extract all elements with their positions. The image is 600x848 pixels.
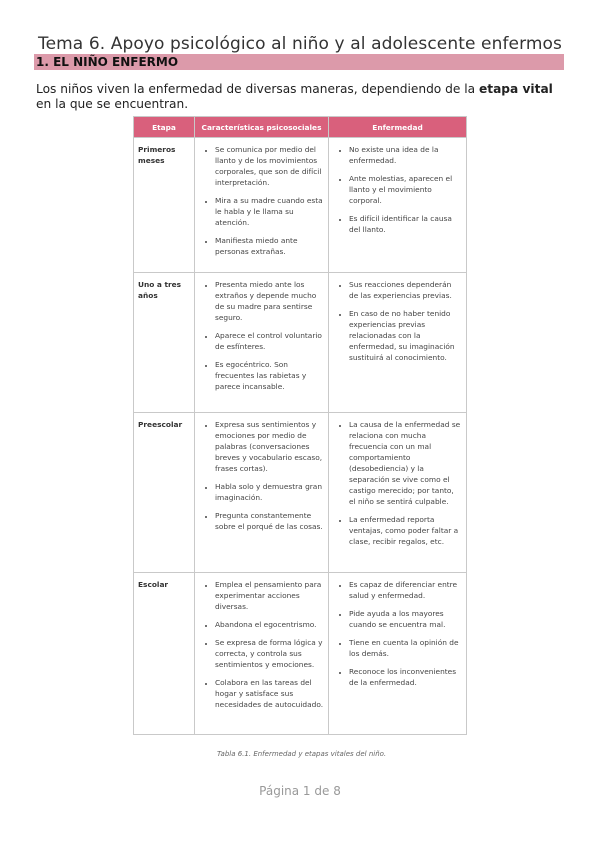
header-illness: Enfermedad — [329, 117, 467, 138]
psychosocial-cell — [195, 573, 329, 735]
list-item: • Es difícil identificar la causa del llanto. — [349, 213, 462, 235]
list-item: • Se expresa de forma lógica y correcta, y controla sus sentimientos y emociones. — [215, 637, 324, 670]
list-item: • Es egocéntrico. Son frecuentes las rabietas y parece incansable. — [215, 359, 324, 392]
header-psychosocial: Características psicosociales — [195, 117, 329, 138]
document-title: Tema 6. Apoyo psicológico al niño y al adolescente enfermos — [37, 34, 563, 54]
list-item: • Pide ayuda a los mayores cuando se encuentra mal. — [349, 608, 462, 630]
table-row — [134, 413, 467, 573]
intro-paragraph — [36, 82, 568, 112]
table-row — [134, 273, 467, 413]
table-caption: Tabla 6.1. Enfermedad y etapas vitales del niño. — [217, 750, 387, 758]
illness-cell — [329, 413, 467, 573]
list-item: • Expresa sus sentimientos y emociones por medio de palabras (conversaciones breves y vocabulario escaso, frases cortas). — [215, 419, 324, 474]
list-item: • Se comunica por medio del llanto y de los movimientos corporales, que son de difícil interpretación. — [215, 144, 324, 188]
illness-cell — [329, 138, 467, 273]
list-item: • Aparece el control voluntario de esfínteres. — [215, 330, 324, 352]
list-item: • Reconoce los inconvenientes de la enfermedad. — [349, 666, 462, 688]
list-item: • Ante molestias, aparecen el llanto y el movimiento corporal. — [349, 173, 462, 206]
intro-emphasis: etapa vital — [478, 82, 553, 96]
section-heading: 1. EL NIÑO ENFERMO — [36, 55, 179, 69]
page-number: Página 1 de 8 — [259, 784, 341, 798]
list-item: • Habla solo y demuestra gran imaginación. — [215, 481, 324, 503]
psychosocial-cell — [195, 273, 329, 413]
list-item: • La enfermedad reporta ventajas, como poder faltar a clase, recibir regalos, etc. — [349, 514, 462, 547]
life-stages-table — [133, 116, 467, 735]
list-item: • Presenta miedo ante los extraños y depende mucho de su madre para sentirse seguro. — [215, 279, 324, 323]
list-item: • Colabora en las tareas del hogar y satisface sus necesidades de autocuidado. — [215, 677, 324, 710]
stage-cell: Preescolar — [134, 413, 195, 573]
list-item: • Tiene en cuenta la opinión de los demás. — [349, 637, 462, 659]
table-row — [134, 573, 467, 735]
list-item: • Emplea el pensamiento para experimentar acciones diversas. — [215, 579, 324, 612]
psychosocial-cell — [195, 138, 329, 273]
psychosocial-cell — [195, 413, 329, 573]
list-item: • En caso de no haber tenido experiencias previas relacionadas con la enfermedad, su imaginación sustituirá al conocimiento. — [349, 308, 462, 363]
list-item: • Abandona el egocentrismo. — [215, 619, 324, 630]
list-item: • La causa de la enfermedad se relaciona con mucha frecuencia con un mal comportamiento (desobediencia) y la separación se vive como el castigo merecido; por tanto, el niño se sentirá culpable. — [349, 419, 462, 507]
stage-cell: Uno a tres años — [134, 273, 195, 413]
intro-text-before: Los niños viven la enfermedad de diversas maneras, dependiendo de la — [36, 82, 479, 96]
table-header-row — [134, 117, 467, 138]
list-item: • Sus reacciones dependerán de las experiencias previas. — [349, 279, 462, 301]
list-item: • Es capaz de diferenciar entre salud y enfermedad. — [349, 579, 462, 601]
stage-cell: Primeros meses — [134, 138, 195, 273]
intro-text-after: en la que se encuentran. — [36, 97, 189, 111]
header-stage: Etapa — [134, 117, 195, 138]
list-item: • Mira a su madre cuando esta le habla y le llama su atención. — [215, 195, 324, 228]
illness-cell — [329, 573, 467, 735]
list-item: • No existe una idea de la enfermedad. — [349, 144, 462, 166]
illness-cell — [329, 273, 467, 413]
list-item: • Manifiesta miedo ante personas extrañas. — [215, 235, 324, 257]
list-item: • Pregunta constantemente sobre el porqué de las cosas. — [215, 510, 324, 532]
stage-cell: Escolar — [134, 573, 195, 735]
table-row — [134, 138, 467, 273]
